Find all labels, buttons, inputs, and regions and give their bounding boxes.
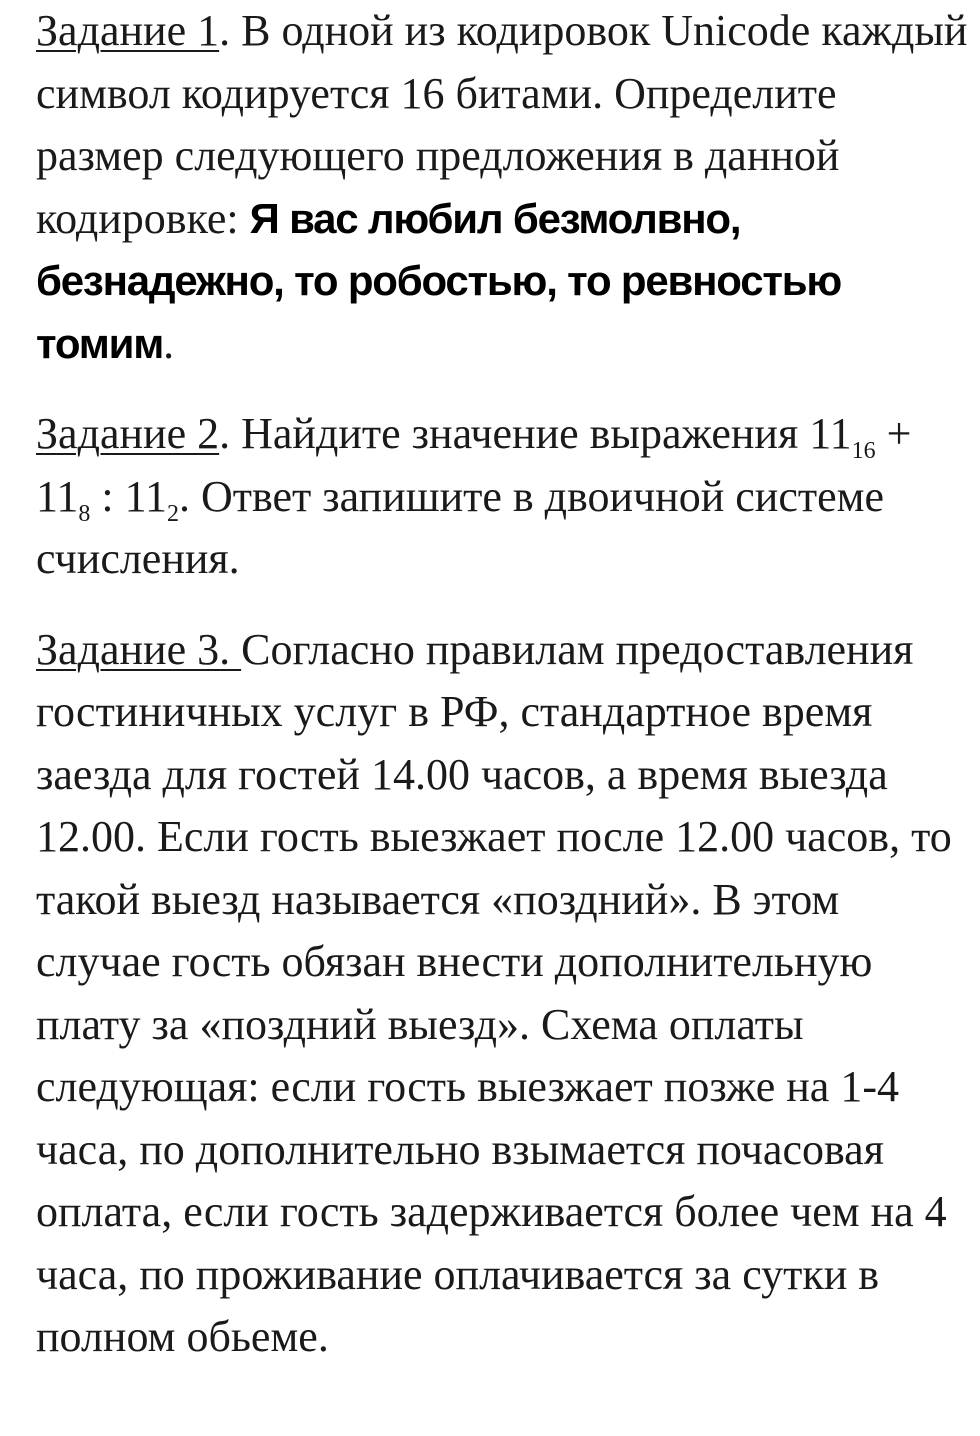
task-1-text: . В одной из кодировок Unicode каждый символ кодируется 16 битами. Определите размер следующего предложения в данной кодировке: — [36, 6, 968, 243]
expression-term-2: 11 — [36, 471, 79, 521]
task-1-end: . — [163, 318, 175, 368]
task-2-label: Задание 2 — [36, 409, 220, 458]
task-2 — [36, 403, 971, 591]
task-2-text: . Ответ запишите в двоичной системе счисления. — [36, 471, 885, 583]
expression-base-2: 8 — [78, 500, 91, 527]
task-2-intro: . Найдите значение выражения — [219, 409, 810, 458]
expression-term-1: 11 — [809, 409, 852, 458]
task-3 — [36, 619, 971, 1369]
expression-base-3: 2 — [166, 500, 179, 527]
task-3-label: Задание 3. — [36, 624, 242, 674]
task-3-text: Согласно правилам предоставления гостиничных услуг в РФ, стандартное время заезда для гостей 14.00 часов, а время выезда 12.00. Если гость выезжает после 12.00 часов, то такой выезд называется «поздний». В этом случае гость обязан внести дополнительную плату за «поздний выезд». Схема оплаты следующая: если гость выезжает позже на 1-4 часа, по дополнительно взымается почасовая оплата, если гость задерживается более чем на 4 часа, по проживание оплачивается за сутки в полном обьеме. — [36, 624, 952, 1361]
document-page — [36, 0, 971, 1369]
task-1-label: Задание 1 — [36, 6, 220, 55]
task-1 — [36, 0, 971, 375]
expression-operator-plus: + — [875, 409, 912, 458]
expression-operator-divide: : — [90, 471, 125, 521]
task-1-quote: Я вас любил безмолвно, безнадежно, то робостью, то ревностью томим — [36, 194, 842, 367]
expression-base-1: 16 — [851, 438, 876, 464]
expression-term-3: 11 — [124, 471, 167, 521]
